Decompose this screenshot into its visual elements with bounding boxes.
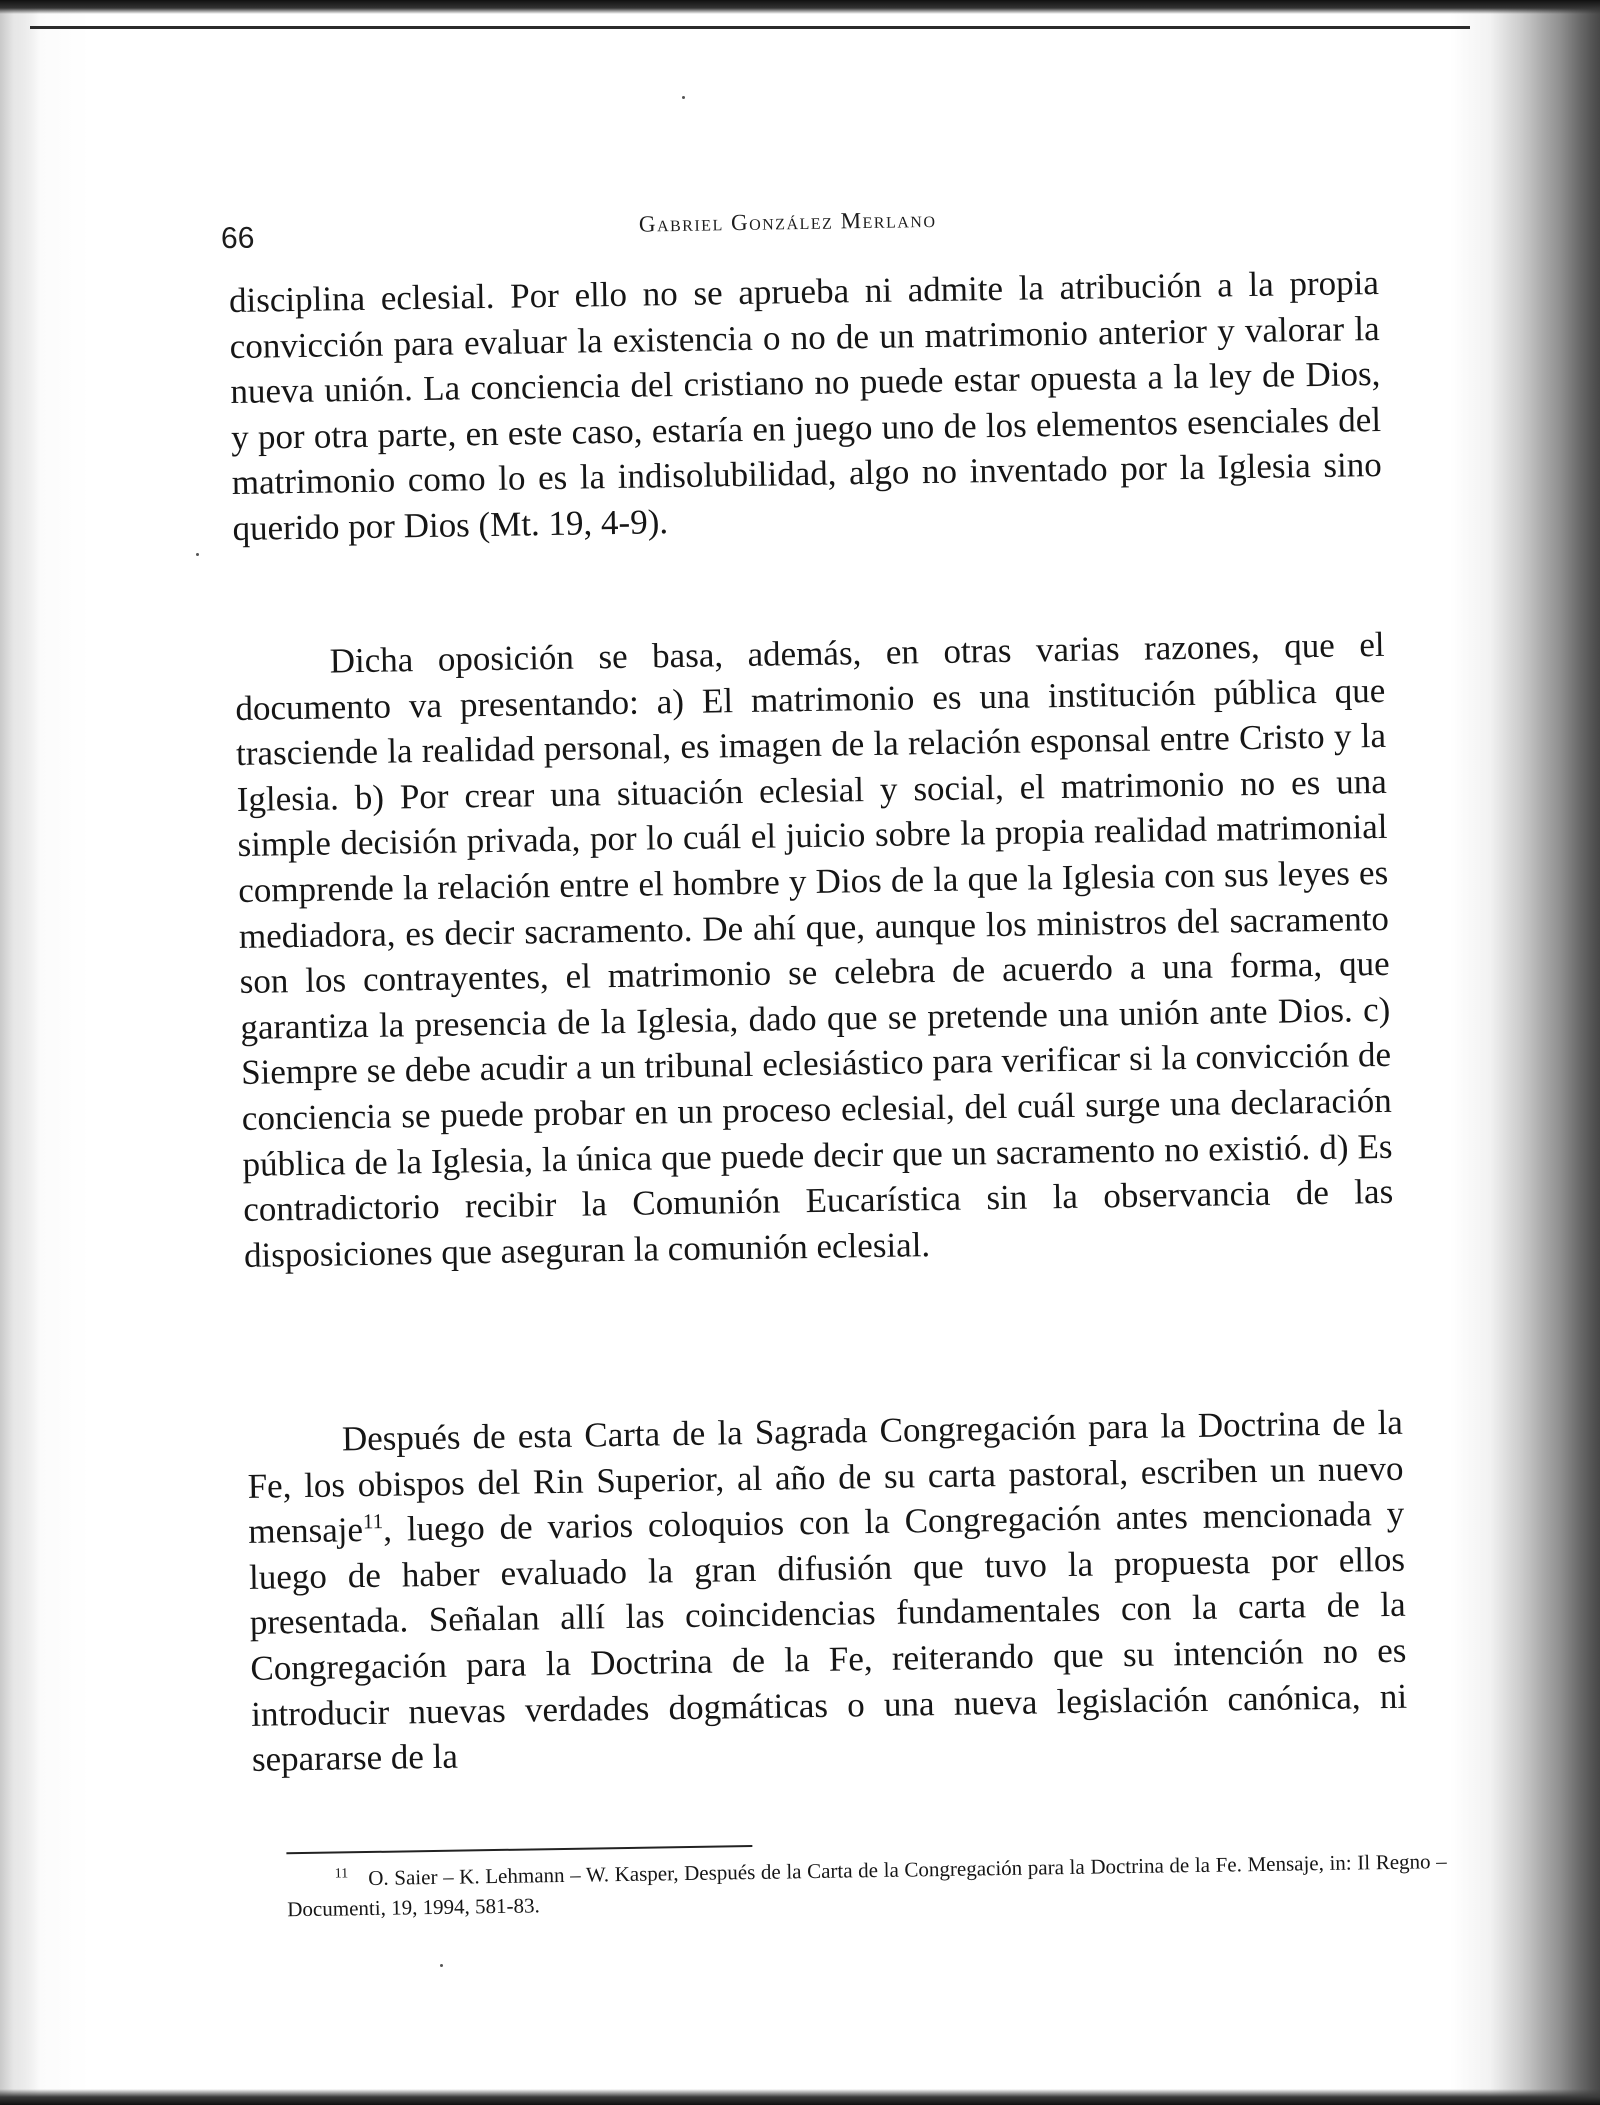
- footnote-reference: 11: [362, 1509, 384, 1534]
- footnote-number: 11: [334, 1866, 349, 1882]
- running-head: Gabriel González Merlano: [638, 206, 937, 237]
- paragraph-3-text-b: , luego de varios coloquios con la Congregación antes mencionada y luego de haber evaluado la gran difusión que tuvo la propuesta por ellos presentada. Señalan allí las coincidencias fundamentales con la carta de la Congregación para la Doctrina de la Fe, reiterando que su intención no es introducir nuevas verdades dogmáticas o una nueva legislación canónica, ni separarse de la: [248, 1493, 1408, 1779]
- scan-speck: [682, 96, 685, 99]
- bottom-scan-edge: [0, 2089, 1600, 2105]
- footnote: [287, 1846, 1448, 1924]
- paragraph-3: [247, 1400, 1409, 1783]
- paragraph-2: Dicha oposición se basa, además, en otras varias razones, que el documento va presentando: a) El matrimonio es una institución pública que trasciende la realidad personal, es imagen de la relación esponsal entre Cristo y la Iglesia. b) Por crear una situación eclesial y social, el matrimonio no es una simple decisión privada, por lo cuál el juicio sobre la propia realidad matrimonial comprende la relación entre el hombre y Dios de la que la Iglesia con sus leyes es mediadora, es decir sacramento. De ahí que, aunque los ministros del sacramento son los contrayentes, el matrimonio se celebra de acuerdo a una forma, que garantiza la presencia de la Iglesia, dado que se pretende una unión ante Dios. c) Siempre se debe acudir a un tribunal eclesiástico para verificar si la convicción de conciencia se puede probar en un proceso eclesial, del cuál surge una declaración pública de la Iglesia, la única que puede decir que un sacramento no existió. d) Es contradictorio recibir la Comunión Eucarística sin la observancia de las disposiciones que aseguran la comunión eclesial.: [235, 624, 1394, 1275]
- paragraph-1: disciplina eclesial. Por ello no se aprueba ni admite la atribución a la propia convicción para evaluar la existencia o no de un matrimonio anterior y valorar la nueva unión. La conciencia del cristiano no puede estar opuesta a la ley de Dios, y por otra parte, en este caso, estaría en juego uno de los elementos esenciales del matrimonio como lo es la indisolubilidad, algo no inventado por la Iglesia sino querido por Dios (Mt. 19, 4-9).: [228, 262, 1383, 548]
- page-number: 66: [220, 221, 255, 256]
- footnote-rule: [286, 1845, 752, 1854]
- scan-speck: [440, 1964, 443, 1967]
- paragraph-3-text-a: Después de esta Carta de la Sagrada Congregación para la Doctrina de la Fe, los obispos del Rin Superior, al año de su carta pastoral, escriben un nuevo mensaje: [247, 1402, 1404, 1552]
- scan-speck: [196, 553, 199, 556]
- footnote-text: O. Saier – K. Lehmann – W. Kasper, Después de la Carta de la Congregación para la Doctrina de la Fe. Mensaje, in: Il Regno – Documenti, 19, 1994, 581-83.: [287, 1849, 1447, 1922]
